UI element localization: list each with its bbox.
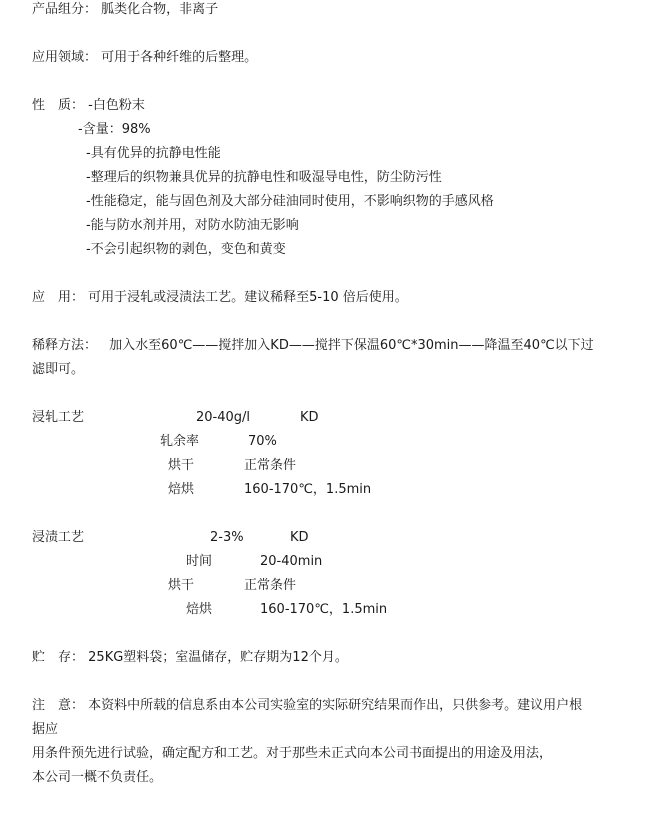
notice-label: 注 意： xyxy=(32,698,85,713)
notice-row xyxy=(32,698,582,714)
application-value: 可用于各种纤维的后整理。 xyxy=(101,50,258,65)
usage-value: 可用于浸轧或浸渍法工艺。建议稀释至5-10 倍后使用。 xyxy=(88,290,408,305)
application-label: 应用领域： xyxy=(32,50,98,65)
padding-row-value: 160-170℃，1.5min xyxy=(244,482,372,497)
notice-text: 本公司一概不负责任。 xyxy=(32,770,163,785)
padding-row-value: 70% xyxy=(248,434,277,449)
composition-label: 产品组分： xyxy=(32,2,98,17)
properties-row xyxy=(32,98,145,114)
dilution-value: 加入水至60℃——搅拌加入KD——搅拌下保温60℃*30min——降温至40℃以下过 xyxy=(109,338,594,353)
properties-item: -不会引起织物的剥色，变色和黄变 xyxy=(86,242,286,257)
dipping-row-key: 焙烘 xyxy=(186,602,213,617)
dipping-dosage: 2-3% xyxy=(210,530,244,545)
dilution-row xyxy=(32,338,594,354)
dipping-row-key: 烘干 xyxy=(168,578,195,593)
padding-row-key: 焙烘 xyxy=(168,482,195,497)
properties-label: 性 质： xyxy=(32,98,85,113)
padding-row-key: 烘干 xyxy=(168,458,195,473)
padding-row-value: 正常条件 xyxy=(244,458,297,473)
dilution-label: 稀释方法： xyxy=(32,338,98,353)
application-row xyxy=(32,50,257,66)
composition-row xyxy=(32,2,218,18)
storage-value: 25KG塑料袋；室温储存，贮存期为12个月。 xyxy=(88,650,348,665)
storage-label: 贮 存： xyxy=(32,650,85,665)
properties-item: -白色粉末 xyxy=(88,98,145,113)
padding-title: 浸轧工艺 xyxy=(32,410,85,425)
notice-text: 据应 xyxy=(32,722,59,737)
dipping-product: KD xyxy=(290,530,309,545)
dipping-row-key: 时间 xyxy=(186,554,213,569)
padding-row-key: 轧余率 xyxy=(160,434,200,449)
padding-product: KD xyxy=(300,410,319,425)
properties-item: -具有优异的抗静电性能 xyxy=(86,146,221,161)
notice-text: 用条件预先进行试验，确定配方和工艺。对于那些未正式向本公司书面提出的用途及用法， xyxy=(32,746,553,761)
dipping-title: 浸渍工艺 xyxy=(32,530,85,545)
dipping-row-value: 160-170℃，1.5min xyxy=(260,602,388,617)
properties-item: -含量：98% xyxy=(78,122,151,137)
padding-dosage: 20-40g/l xyxy=(196,410,251,425)
dipping-row-value: 20-40min xyxy=(260,554,323,569)
usage-label: 应 用： xyxy=(32,290,85,305)
properties-item: -整理后的织物兼具优异的抗静电性和吸湿导电性，防尘防污性 xyxy=(86,170,442,185)
dipping-row-value: 正常条件 xyxy=(244,578,297,593)
storage-row xyxy=(32,650,348,666)
properties-item: -能与防水剂并用，对防水防油无影响 xyxy=(86,218,299,233)
properties-item: -性能稳定，能与固色剂及大部分硅油同时使用，不影响织物的手感风格 xyxy=(86,194,494,209)
dilution-continuation: 滤即可。 xyxy=(32,362,85,377)
notice-text: 本资料中所载的信息系由本公司实验室的实际研究结果而作出，只供参考。建议用户根 xyxy=(88,698,583,713)
usage-row xyxy=(32,290,408,306)
composition-value: 胍类化合物，非离子 xyxy=(101,2,219,17)
